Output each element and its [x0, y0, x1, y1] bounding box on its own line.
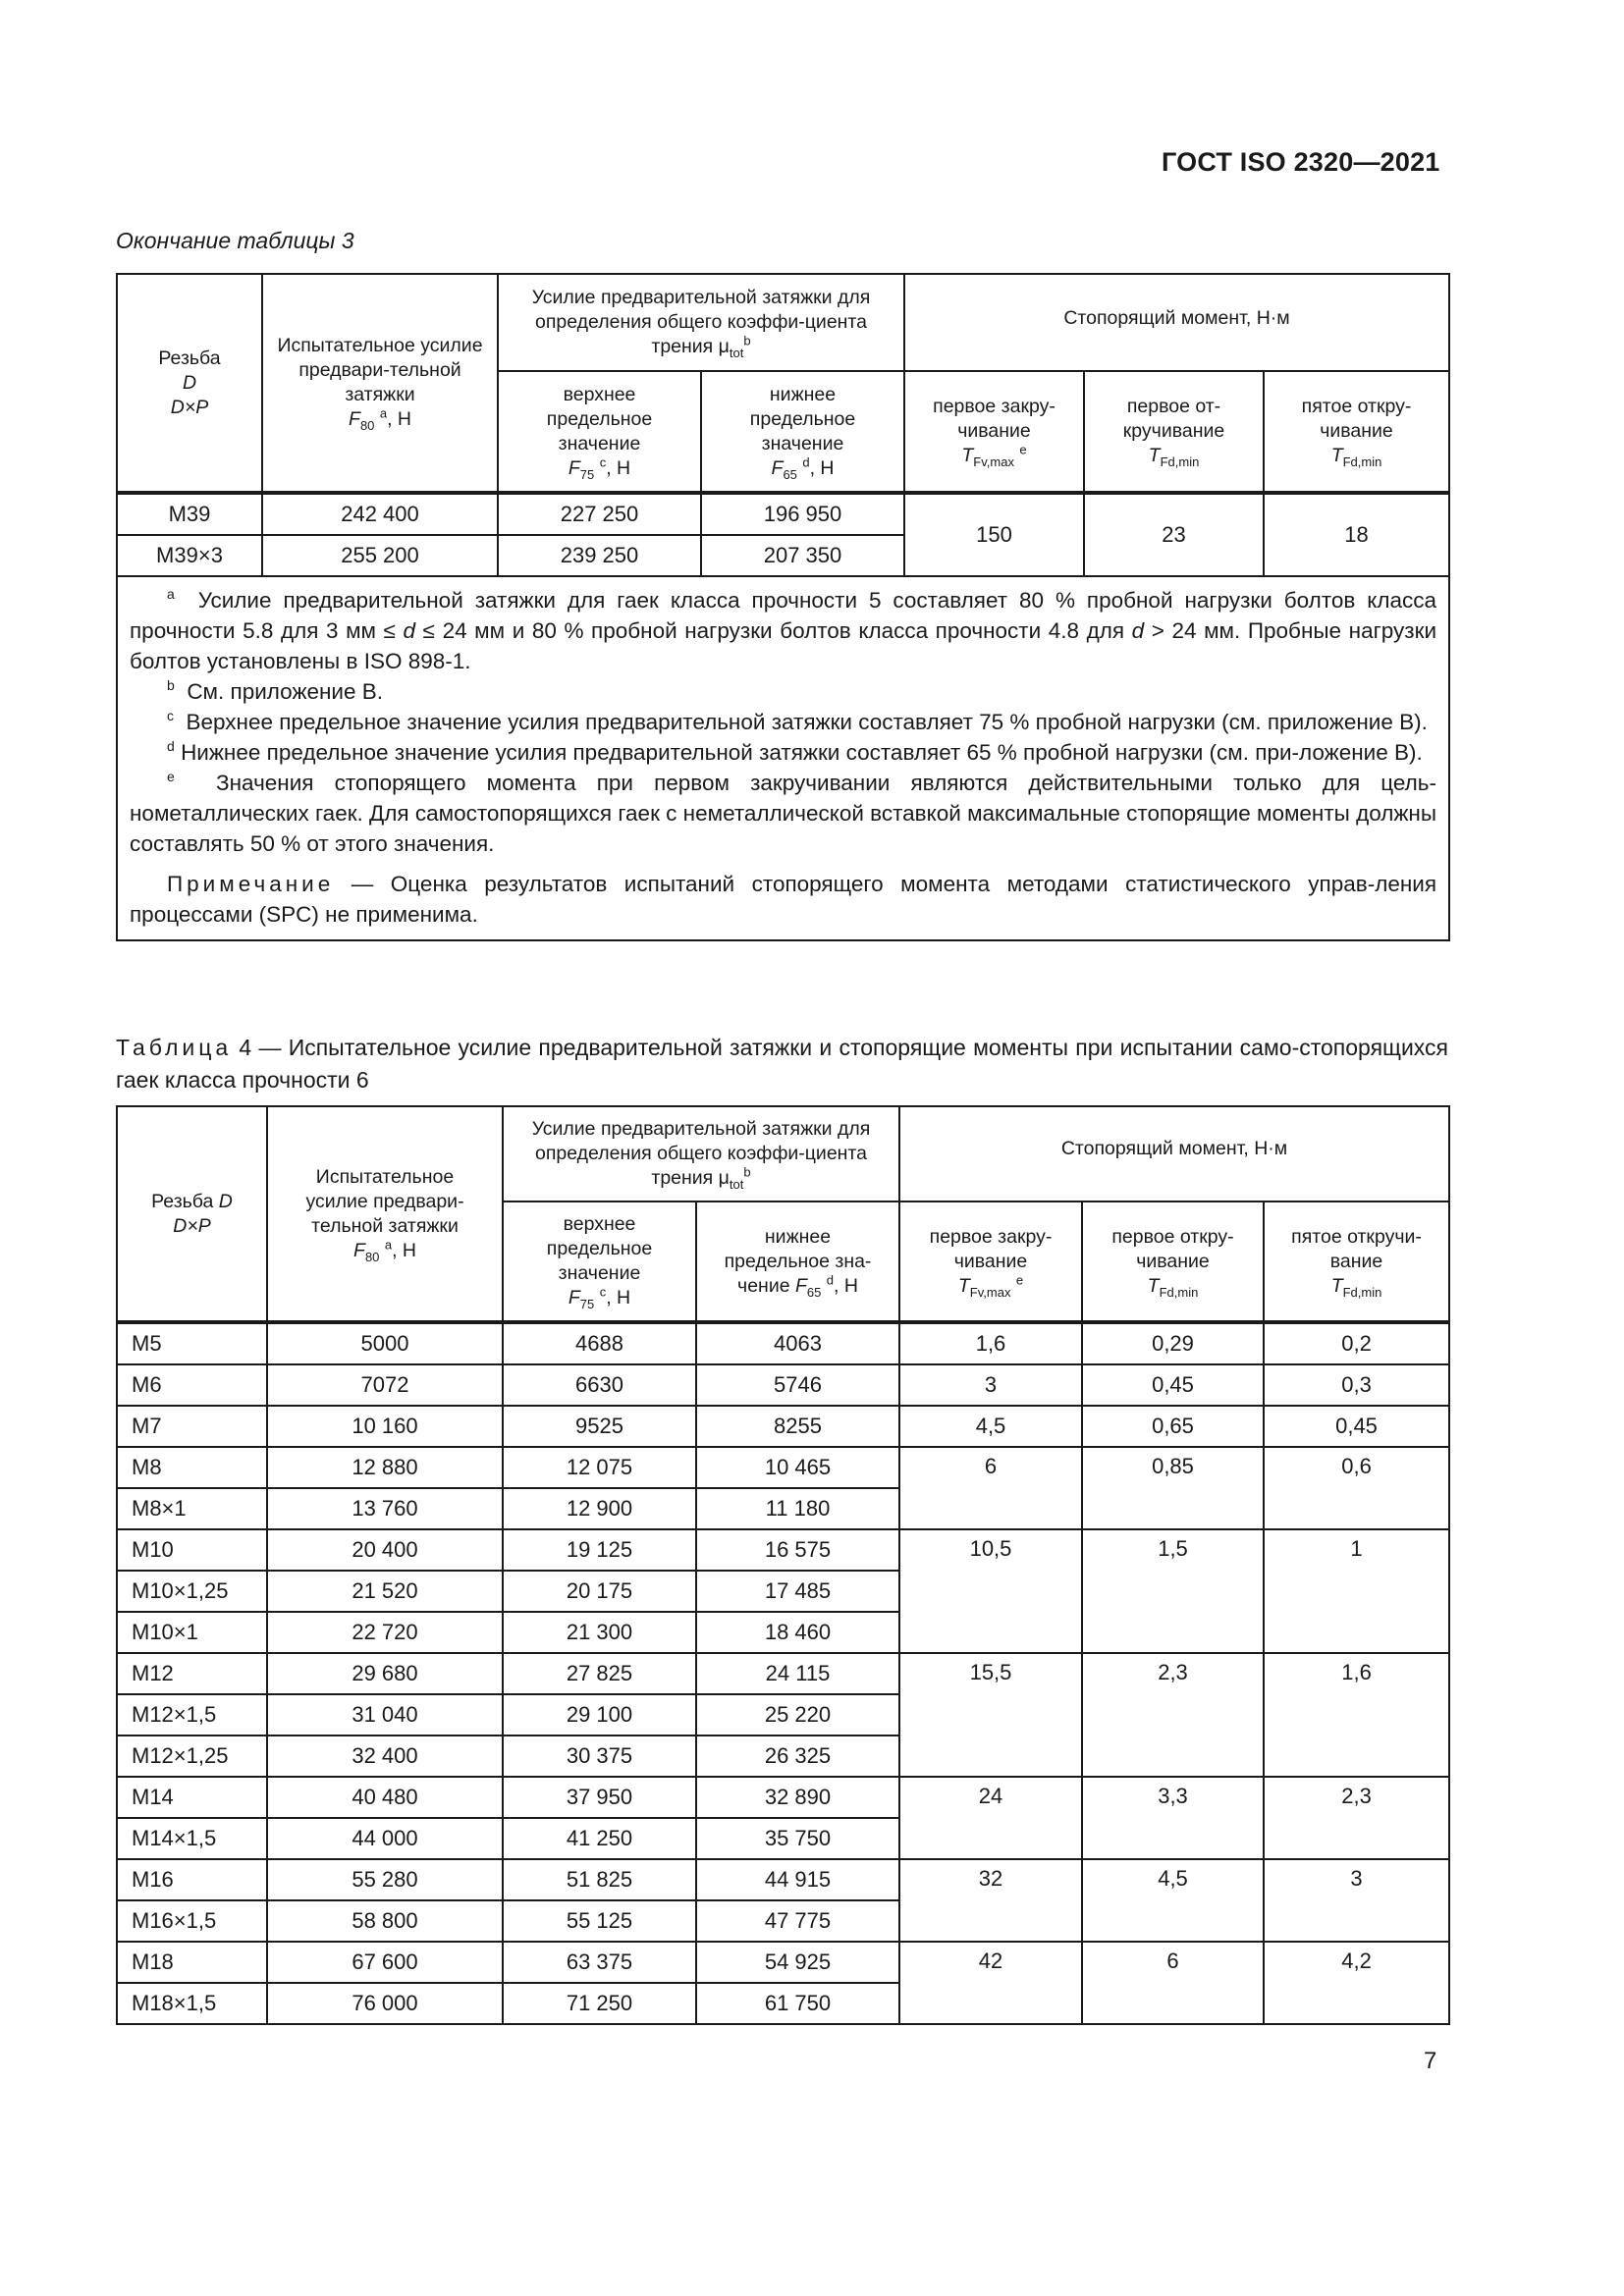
- table-row: [117, 1777, 1449, 1818]
- page-number: 7: [1424, 2048, 1437, 2074]
- cell-f75: 55 125: [503, 1900, 696, 1942]
- cell-f75: 29 100: [503, 1694, 696, 1735]
- cell-f65: 18 460: [696, 1612, 899, 1653]
- table4-caption: Таблица 4 — Испытательное усилие предварительной затяжки и стопорящие моменты при испытании само-стопорящихся гаек класса прочности 6: [116, 1035, 1448, 1093]
- cell-f75: 37 950: [503, 1777, 696, 1818]
- cell-f75: 27 825: [503, 1653, 696, 1694]
- cell-f65: 196 950: [701, 493, 904, 535]
- cell-torque-first-loosening: 23: [1084, 493, 1264, 576]
- cell-thread: M5: [117, 1322, 267, 1364]
- cell-thread: M16: [117, 1859, 267, 1900]
- cell-f80: 5000: [267, 1322, 503, 1364]
- cell-thread: M39×3: [117, 535, 262, 576]
- t4-header-first-tightening: первое закру-чивание $T_{Fv,max}$ $^e$: [899, 1201, 1082, 1322]
- cell-torque-fifth-loosening: 0,3: [1264, 1364, 1449, 1406]
- cell-f65: 54 925: [696, 1942, 899, 1983]
- cell-f65: 61 750: [696, 1983, 899, 2024]
- cell-torque-first-loosening: 4,5: [1082, 1859, 1264, 1942]
- cell-f75: 12 900: [503, 1488, 696, 1529]
- cell-f80: 22 720: [267, 1612, 503, 1653]
- table-row: [117, 1942, 1449, 1983]
- t3-header-upper: верхнее предельное значение $F_{75}$ $^c$, Н: [498, 371, 701, 493]
- cell-f80: 255 200: [262, 535, 498, 576]
- cell-f75: 9525: [503, 1406, 696, 1447]
- cell-f75: 20 175: [503, 1571, 696, 1612]
- cell-torque-first-tightening: 10,5: [899, 1529, 1082, 1653]
- t3-footnotes-row: [117, 576, 1449, 940]
- table4: [116, 1105, 1450, 2025]
- footnote-e: $^e$ Значения стопорящего момента при первом закручивании являются действительными только для цель-нометаллических гаек. Для самостопорящихся гаек с неметаллической вставкой максимальные стопорящие моменты должны составлять 50 % от этого значения.: [130, 769, 1437, 856]
- cell-torque-first-tightening: 150: [904, 493, 1084, 576]
- cell-torque-first-tightening: 42: [899, 1942, 1082, 2024]
- cell-torque-first-tightening: 3: [899, 1364, 1082, 1406]
- cell-f75: 19 125: [503, 1529, 696, 1571]
- cell-torque-fifth-loosening: 1,6: [1264, 1653, 1449, 1777]
- cell-f80: 242 400: [262, 493, 498, 535]
- cell-thread: M6: [117, 1364, 267, 1406]
- t3-header-fifth-loosening: пятое откру-чивание $T_{Fd,min}$: [1264, 371, 1449, 493]
- cell-f65: 47 775: [696, 1900, 899, 1942]
- cell-thread: M14: [117, 1777, 267, 1818]
- cell-f65: 17 485: [696, 1571, 899, 1612]
- cell-thread: M8×1: [117, 1488, 267, 1529]
- t3-header-test-force: Испытательное усилие предвари-тельной затяжки $F_{80}$ $^a$, Н: [262, 274, 498, 493]
- cell-f80: 44 000: [267, 1818, 503, 1859]
- cell-f80: 31 040: [267, 1694, 503, 1735]
- table-row: [117, 1364, 1449, 1406]
- cell-thread: M18×1,5: [117, 1983, 267, 2024]
- cell-f75: 51 825: [503, 1859, 696, 1900]
- t3-header-torque-group: Стопорящий момент, Н·м: [904, 274, 1449, 371]
- cell-f75: 21 300: [503, 1612, 696, 1653]
- cell-thread: M10: [117, 1529, 267, 1571]
- cell-f65: 207 350: [701, 535, 904, 576]
- cell-f80: 58 800: [267, 1900, 503, 1942]
- cell-f80: 12 880: [267, 1447, 503, 1488]
- cell-torque-first-loosening: 6: [1082, 1942, 1264, 2024]
- cell-torque-first-loosening: 2,3: [1082, 1653, 1264, 1777]
- t3-header-thread: Резьба D D×P: [117, 274, 262, 493]
- cell-f80: 13 760: [267, 1488, 503, 1529]
- t4-header-test-force: Испытательное усилие предвари-тельной затяжки $F_{80}$ $^a$, Н: [267, 1106, 503, 1322]
- cell-thread: M10×1: [117, 1612, 267, 1653]
- cell-f75: 12 075: [503, 1447, 696, 1488]
- cell-f80: 67 600: [267, 1942, 503, 1983]
- cell-f80: 10 160: [267, 1406, 503, 1447]
- cell-torque-first-loosening: 0,65: [1082, 1406, 1264, 1447]
- cell-torque-fifth-loosening: 4,2: [1264, 1942, 1449, 2024]
- cell-f80: 20 400: [267, 1529, 503, 1571]
- cell-torque-first-tightening: 6: [899, 1447, 1082, 1529]
- document-code: ГОСТ ISO 2320—2021: [1162, 147, 1440, 177]
- table-row: [117, 1406, 1449, 1447]
- table-row: [117, 1322, 1449, 1364]
- cell-thread: M39: [117, 493, 262, 535]
- cell-thread: M14×1,5: [117, 1818, 267, 1859]
- t3-header-lower: нижнее предельное значение $F_{65}$ $^d$, Н: [701, 371, 904, 493]
- cell-f65: 16 575: [696, 1529, 899, 1571]
- cell-torque-first-tightening: 32: [899, 1859, 1082, 1942]
- cell-thread: M7: [117, 1406, 267, 1447]
- cell-torque-fifth-loosening: 3: [1264, 1859, 1449, 1942]
- cell-torque-fifth-loosening: 0,2: [1264, 1322, 1449, 1364]
- cell-f65: 5746: [696, 1364, 899, 1406]
- cell-torque-first-loosening: 0,85: [1082, 1447, 1264, 1529]
- cell-f65: 24 115: [696, 1653, 899, 1694]
- footnote-c: $^c$ Верхнее предельное значение усилия предварительной затяжки составляет 75 % пробной нагрузки (см. приложение В).: [167, 708, 1428, 734]
- cell-f80: 76 000: [267, 1983, 503, 2024]
- cell-f65: 4063: [696, 1322, 899, 1364]
- footnote-a: $^a$ Усилие предварительной затяжки для гаек класса прочности 5 составляет 80 % пробной нагрузки болтов класса прочности 5.8 для 3 мм ≤ d ≤ 24 мм и 80 % пробной нагрузки болтов класса прочности 4.8 для d > 24 мм. Пробные нагрузки болтов установлены в ISO 898-1.: [130, 586, 1437, 673]
- cell-torque-fifth-loosening: 0,6: [1264, 1447, 1449, 1529]
- cell-torque-fifth-loosening: 0,45: [1264, 1406, 1449, 1447]
- cell-torque-fifth-loosening: 2,3: [1264, 1777, 1449, 1859]
- cell-f65: 26 325: [696, 1735, 899, 1777]
- cell-f75: 6630: [503, 1364, 696, 1406]
- cell-thread: M12: [117, 1653, 267, 1694]
- cell-torque-first-loosening: 0,29: [1082, 1322, 1264, 1364]
- cell-f65: 44 915: [696, 1859, 899, 1900]
- cell-thread: M8: [117, 1447, 267, 1488]
- t3-header-first-tightening: первое закру-чивание $T_{Fv,max}$ $^e$: [904, 371, 1084, 493]
- t3-header-preload-group: Усилие предварительной затяжки для определения общего коэффи-циента трения $\mu_{tot}^b$: [498, 274, 904, 371]
- cell-torque-first-loosening: 0,45: [1082, 1364, 1264, 1406]
- cell-f65: 25 220: [696, 1694, 899, 1735]
- cell-f65: 8255: [696, 1406, 899, 1447]
- cell-torque-fifth-loosening: 1: [1264, 1529, 1449, 1653]
- cell-f80: 55 280: [267, 1859, 503, 1900]
- cell-torque-first-tightening: 24: [899, 1777, 1082, 1859]
- footnote-b: $^b$ См. приложение В.: [167, 677, 384, 704]
- cell-f65: 32 890: [696, 1777, 899, 1818]
- cell-torque-fifth-loosening: 18: [1264, 493, 1449, 576]
- cell-torque-first-loosening: 1,5: [1082, 1529, 1264, 1653]
- table-row: [117, 493, 1449, 535]
- cell-f80: 40 480: [267, 1777, 503, 1818]
- cell-thread: M10×1,25: [117, 1571, 267, 1612]
- table-row: [117, 1859, 1449, 1900]
- table-row: [117, 1529, 1449, 1571]
- cell-torque-first-loosening: 3,3: [1082, 1777, 1264, 1859]
- t4-header-fifth-loosening: пятое откручи-вание $T_{Fd,min}$: [1264, 1201, 1449, 1322]
- t4-header-preload-group: Усилие предварительной затяжки для определения общего коэффи-циента трения $\mu_{tot}^b$: [503, 1106, 899, 1201]
- t4-header-lower: нижнее предельное зна-чение $F_{65}$ $^d$, Н: [696, 1201, 899, 1322]
- table3-note: Примечание — Оценка результатов испытаний стопорящего момента методами статистического управ-ления процессами (SPC) не применима.: [130, 872, 1437, 927]
- cell-f80: 32 400: [267, 1735, 503, 1777]
- cell-f75: 71 250: [503, 1983, 696, 2024]
- cell-torque-first-tightening: 4,5: [899, 1406, 1082, 1447]
- cell-f75: 41 250: [503, 1818, 696, 1859]
- t4-header-first-loosening: первое откру-чивание $T_{Fd,min}$: [1082, 1201, 1264, 1322]
- cell-f80: 29 680: [267, 1653, 503, 1694]
- cell-f65: 35 750: [696, 1818, 899, 1859]
- table3: [116, 273, 1450, 941]
- cell-thread: M12×1,5: [117, 1694, 267, 1735]
- cell-torque-first-tightening: 1,6: [899, 1322, 1082, 1364]
- t4-header-upper: верхнее предельное значение $F_{75}$ $^c$, Н: [503, 1201, 696, 1322]
- t3-footnotes: [117, 576, 1449, 940]
- table-row: [117, 1447, 1449, 1488]
- footnote-d: $^d$ Нижнее предельное значение усилия предварительной затяжки составляет 65 % пробной нагрузки (см. при-ложение В).: [167, 738, 1423, 765]
- table-row: [117, 1653, 1449, 1694]
- cell-f75: 30 375: [503, 1735, 696, 1777]
- cell-thread: M18: [117, 1942, 267, 1983]
- cell-f75: 63 375: [503, 1942, 696, 1983]
- cell-torque-first-tightening: 15,5: [899, 1653, 1082, 1777]
- cell-thread: M16×1,5: [117, 1900, 267, 1942]
- t3-header-first-loosening: первое от-кручивание $T_{Fd,min}$: [1084, 371, 1264, 493]
- cell-f65: 11 180: [696, 1488, 899, 1529]
- t4-header-torque-group: Стопорящий момент, Н·м: [899, 1106, 1449, 1201]
- cell-thread: M12×1,25: [117, 1735, 267, 1777]
- table3-continuation-title: Окончание таблицы 3: [116, 228, 354, 253]
- cell-f75: 239 250: [498, 535, 701, 576]
- cell-f80: 21 520: [267, 1571, 503, 1612]
- cell-f75: 4688: [503, 1322, 696, 1364]
- cell-f80: 7072: [267, 1364, 503, 1406]
- cell-f75: 227 250: [498, 493, 701, 535]
- cell-f65: 10 465: [696, 1447, 899, 1488]
- t4-header-thread: Резьба D D×P: [117, 1106, 267, 1322]
